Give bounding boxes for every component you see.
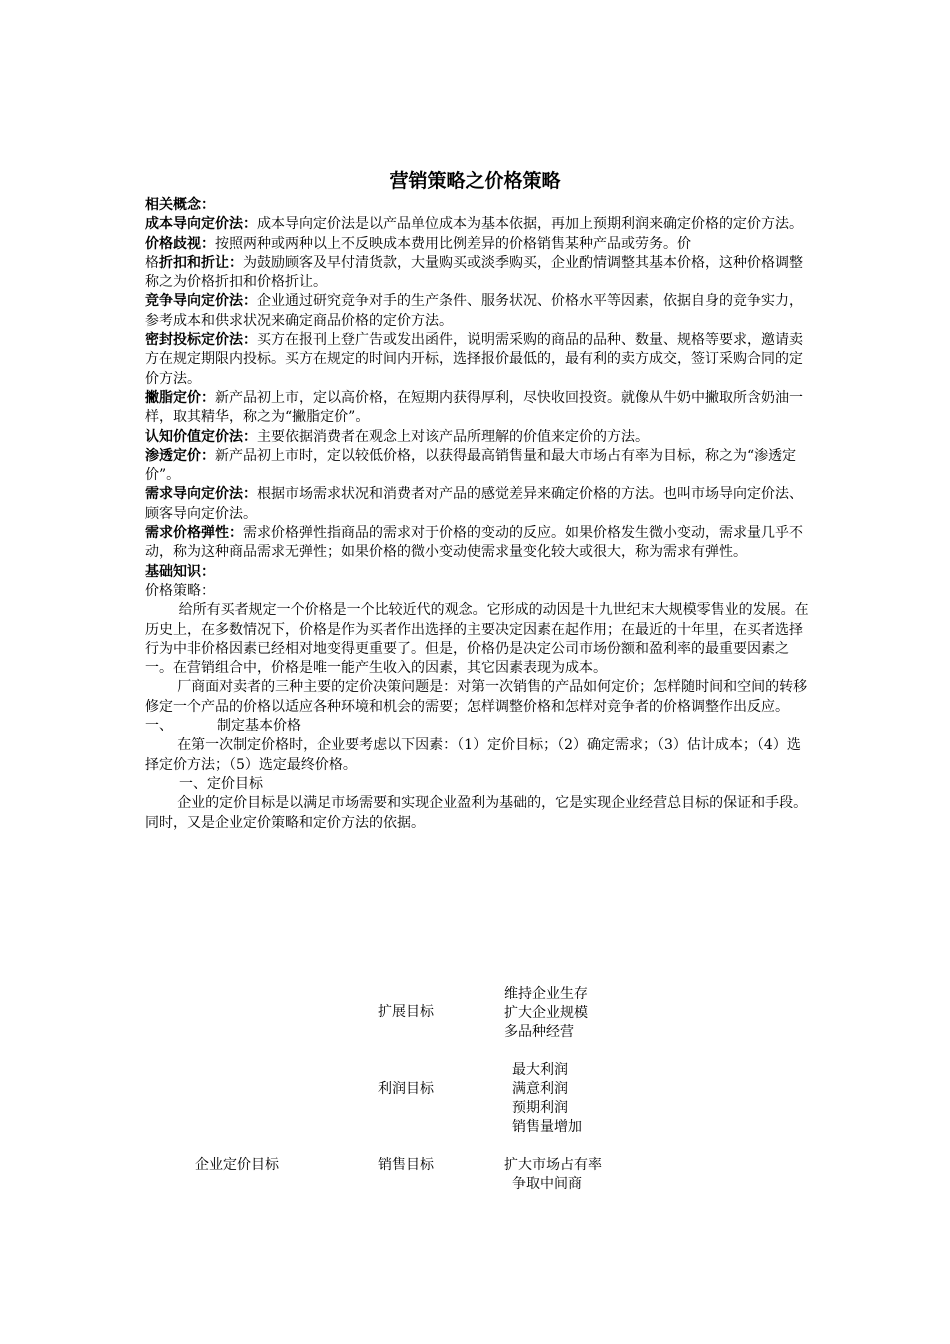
concept-definition: 企业通过研究竞争对手的生产条件、服务状况、价格水平等因素，依据自身的竞争实力，参考成本和供求状况来确定商品价格的定价方法。 bbox=[145, 293, 803, 329]
price-strategy-label: 价格策略： bbox=[145, 582, 215, 599]
concept-item: 格折扣和折让：为鼓励顾客及早付清货款，大量购买或淡季购买，企业酌情调整其基本价格，这种价格调整称之为价格折扣和价格折让。 bbox=[145, 254, 803, 291]
concept-item: 需求导向定价法：根据市场需求状况和消费者对产品的感觉差异来确定价格的方法。也叫市场导向定价法、顾客导向定价法。 bbox=[145, 486, 803, 522]
concept-item: 渗透定价：新产品初上市时，定以较低价格，以获得最高销售量和最大市场占有率为目标，称之为“渗透定价”。 bbox=[145, 447, 797, 484]
concept-item: 撇脂定价：新产品初上市，定以高价格，在短期内获得厚利，尽快收回投资。就像从牛奶中撇取所含奶油一样，取其精华，称之为“撇脂定价”。 bbox=[145, 389, 803, 426]
concept-item: 需求价格弹性：需求价格弹性指商品的需求对于价格的变动的反应。如果价格发生微小变动，需求量几乎不动，称为这种商品需求无弹性；如果价格的微小变动使需求量变化较大或很大，称为需求有弹性。 bbox=[145, 525, 803, 561]
tree-leaf: 争取中间商 bbox=[512, 1176, 582, 1192]
document-body bbox=[145, 196, 813, 833]
concept-definition: 主要依据消费者在观念上对该产品所理解的价值来定价的方法。 bbox=[257, 428, 649, 445]
concept-definition: 买方在报刊上登广告或发出函件，说明需采购的商品的品种、数量、规格等要求，邀请卖方在规定期限内投标。买方在规定的时间内开标，选择报价最低的，最有利的卖方成交，签订采购合同的定价方法。 bbox=[145, 332, 803, 387]
section-number: 一、 bbox=[145, 718, 173, 735]
tree-leaf: 销售量增加 bbox=[512, 1119, 582, 1135]
section-heading bbox=[145, 717, 813, 736]
subsection-title: 一、定价目标 bbox=[179, 775, 263, 792]
section-title: 制定基本价格 bbox=[217, 718, 301, 735]
concept-item: 竞争导向定价法：企业通过研究竞争对手的生产条件、服务状况、价格水平等因素，依据自身的竞争实力，参考成本和供求状况来确定商品价格的定价方法。 bbox=[145, 293, 803, 329]
tree-root: 企业定价目标 bbox=[195, 1157, 279, 1173]
tree-branch-label: 利润目标 bbox=[378, 1081, 434, 1097]
tree-leaf: 最大利润 bbox=[512, 1062, 568, 1078]
concept-definition: 按照两种或两种以上不反映成本费用比例差异的价格销售某种产品或劳务。价 bbox=[215, 235, 691, 252]
tree-leaf: 满意利润 bbox=[512, 1081, 568, 1097]
basics-heading: 基础知识： bbox=[145, 563, 215, 580]
concept-term: 需求导向定价法 bbox=[145, 486, 243, 503]
concepts-heading: 相关概念： bbox=[145, 197, 215, 213]
concept-term: 渗透定价 bbox=[145, 447, 201, 464]
paragraph: 在第一次制定价格时，企业要考虑以下因素：（1）定价目标；（2）确定需求；（3）估计成本；（4）选择定价方法；（5）选定最终价格。 bbox=[145, 737, 801, 773]
paragraph: 厂商面对卖者的三种主要的定价决策问题是：对第一次销售的产品如何定价；怎样随时间和空间的转移修定一个产品的价格以适应各种环境和机会的需要；怎样调整价格和怎样对竞争者的价格调整作出反应。 bbox=[145, 679, 808, 715]
concept-definition: 新产品初上市，定以高价格，在短期内获得厚利，尽快收回投资。就像从牛奶中撇取所含奶油一样，取其精华，称之为“撇脂定价”。 bbox=[145, 389, 803, 426]
concept-definition: 为鼓励顾客及早付清货款，大量购买或淡季购买，企业酌情调整其基本价格，这种价格调整称之为价格折扣和价格折让。 bbox=[145, 254, 803, 291]
tree-branch-label: 扩展目标 bbox=[378, 1004, 434, 1020]
concept-term: 撇脂定价 bbox=[145, 389, 201, 406]
tree-leaf: 扩大企业规模 bbox=[504, 1005, 588, 1021]
concept-term: 成本导向定价法 bbox=[145, 216, 243, 233]
concept-term: 价格歧视 bbox=[145, 235, 201, 252]
concept-item: 价格歧视：按照两种或两种以上不反映成本费用比例差异的价格销售某种产品或劳务。价 bbox=[145, 235, 691, 252]
concept-definition: 根据市场需求状况和消费者对产品的感觉差异来确定价格的方法。也叫市场导向定价法、顾客导向定价法。 bbox=[145, 486, 803, 522]
concept-definition: 需求价格弹性指商品的需求对于价格的变动的反应。如果价格发生微小变动，需求量几乎不动，称为这种商品需求无弹性；如果价格的微小变动使需求量变化较大或很大，称为需求有弹性。 bbox=[145, 525, 803, 561]
concept-term: 折扣和折让 bbox=[159, 254, 229, 271]
concept-item: 认知价值定价法：主要依据消费者在观念上对该产品所理解的价值来定价的方法。 bbox=[145, 428, 649, 445]
concept-definition: 新产品初上市时，定以较低价格，以获得最高销售量和最大市场占有率为目标，称之为“渗透定价”。 bbox=[145, 447, 797, 484]
tree-leaf: 维持企业生存 bbox=[504, 986, 588, 1002]
tree-leaf: 预期利润 bbox=[512, 1100, 568, 1116]
paragraph: 企业的定价目标是以满足市场需要和实现企业盈利为基础的，它是实现企业经营总目标的保证和手段。同时，又是企业定价策略和定价方法的依据。 bbox=[145, 795, 808, 831]
tree-branch-label: 销售目标 bbox=[378, 1157, 434, 1173]
tree-leaf: 扩大市场占有率 bbox=[504, 1157, 602, 1173]
concept-term: 密封投标定价法 bbox=[145, 332, 243, 349]
concept-item: 成本导向定价法：成本导向定价法是以产品单位成本为基本依据，再加上预期利润来确定价格的定价方法。 bbox=[145, 216, 803, 233]
concept-definition: 成本导向定价法是以产品单位成本为基本依据，再加上预期利润来确定价格的定价方法。 bbox=[257, 216, 803, 233]
page-title: 营销策略之价格策略 bbox=[389, 170, 561, 192]
concept-term: 认知价值定价法 bbox=[145, 428, 243, 445]
tree-leaf: 多品种经营 bbox=[504, 1024, 574, 1040]
paragraph: 给所有买者规定一个价格是一个比较近代的观念。它形成的动因是十九世纪末大规模零售业的发展。在历史上，在多数情况下，价格是作为买者作出选择的主要决定因素在起作用；在最近的十年里，在买者选择行为中非价格因素已经相对地变得更重要了。但是，价格仍是决定公司市场份额和盈利率的最重要因素之一。在营销组合中，价格是唯一能产生收入的因素，其它因素表现为成本。 bbox=[145, 602, 809, 677]
concept-term: 竞争导向定价法 bbox=[145, 293, 243, 310]
concept-term: 需求价格弹性 bbox=[145, 525, 229, 542]
concept-item: 密封投标定价法：买方在报刊上登广告或发出函件，说明需采购的商品的品种、数量、规格等要求，邀请卖方在规定期限内投标。买方在规定的时间内开标，选择报价最低的，最有利的卖方成交，签订采购合同的定价方法。 bbox=[145, 332, 803, 387]
